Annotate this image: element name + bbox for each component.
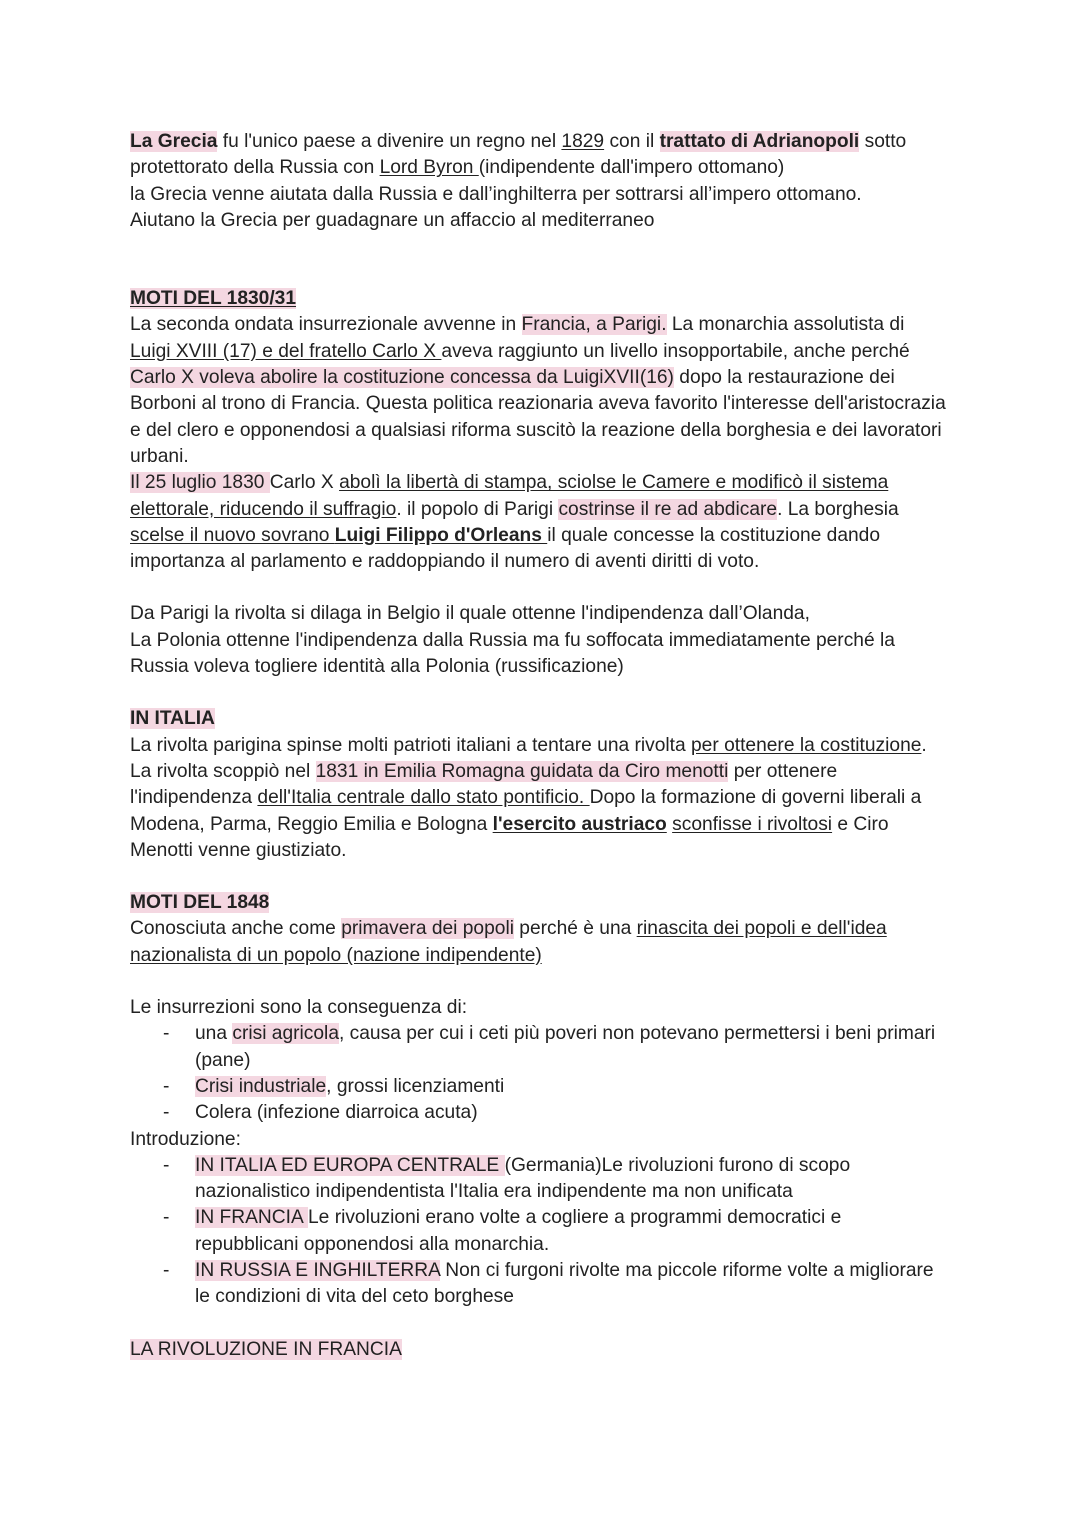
list-item [195, 1205, 950, 1258]
text-span: , causa per cui i ceti più poveri non potevano permettersi i beni primari (pane) [195, 1023, 936, 1071]
poland-line: La Polonia ottenne l'indipendenza dalla Russia ma fu soffocata immediatamente perché la Russia voleva togliere identità alla Polonia (russificazione) [130, 629, 895, 678]
heading-in-italia [130, 706, 950, 732]
text-span: , grossi licenziamenti [326, 1075, 505, 1097]
text-span: La monarchia assolutista di [666, 314, 905, 336]
introduction-label: Introduzione: [130, 1128, 241, 1150]
text-span: . il popolo di Parigi [396, 498, 559, 520]
text-span: con il [604, 131, 660, 152]
greece-paragraph [130, 129, 950, 182]
greece-line-3: Aiutano la Grecia per guadagnare un affaccio al mediterraneo [130, 209, 655, 231]
highlight-span: Francia, a Parigi. [521, 314, 667, 336]
highlight-span: IN FRANCIA [195, 1207, 309, 1229]
list-item [195, 1021, 950, 1074]
text-span: . La rivolta scoppiò nel [130, 734, 927, 782]
document-page [130, 129, 950, 1363]
text-span: fu l'unico paese a divenire un regno nel [217, 131, 562, 152]
text-span: La seconda ondata insurrezionale avvenne in [130, 314, 522, 336]
causes-intro: Le insurrezioni sono la conseguenza di: [130, 997, 468, 1019]
text-span: per ottenere l'indipendenza [130, 760, 838, 809]
highlight-span: Carlo X voleva abolire la costituzione concessa da LuigiXVII(16) [130, 367, 674, 389]
text-span: Carlo X [269, 472, 340, 494]
underline-span: rinascita dei popoli e dell'idea nazionalista di un popolo (nazione indipendente) [130, 918, 887, 966]
moti-1830-paragraph-2 [130, 470, 950, 575]
text-span: (Germania)Le rivoluzioni furono di scopo nazionalistico indipendentista l'Italia era indipendente ma non unificata [195, 1154, 851, 1203]
causes-list [130, 1021, 950, 1126]
highlight-span: Il 25 luglio 1830 [130, 472, 270, 494]
text-span: aveva raggiunto un livello insopportabile, anche perché [441, 340, 910, 362]
underline-span: scelse il nuovo sovrano [130, 524, 335, 546]
greece-line-2: la Grecia venne aiutata dalla Russia e dall’inghilterra per sottrarsi all’impero ottomano. [130, 183, 862, 205]
text-span: Conosciuta anche come [130, 918, 342, 940]
highlight-span: Crisi industriale [195, 1075, 327, 1097]
text-span: Dopo la formazione di governi liberali a Modena, Parma, Reggio Emilia e Bologna [130, 787, 922, 835]
greece-term: La Grecia [130, 131, 218, 152]
underline-span: sconfisse i rivoltosi [672, 813, 833, 835]
heading-text: MOTI DEL 1830/31 [130, 288, 297, 310]
belgium-line: Da Parigi la rivolta si dilaga in Belgio il quale ottenne l'indipendenza dall’Olanda, [130, 603, 810, 625]
heading-rivoluzione-francia [130, 1337, 950, 1363]
list-item: - Colera (infezione diarroica acuta) [195, 1100, 950, 1126]
underline-bold-span: l'esercito austriaco [492, 813, 667, 835]
introduction-list [130, 1153, 950, 1311]
text-span: Non ci furgoni rivolte ma piccole riforme volte a migliorare le condizioni di vita del ceto borghese [195, 1259, 934, 1308]
heading-text: LA RIVOLUZIONE IN FRANCIA [130, 1338, 402, 1360]
text-span: dopo la restaurazione dei Borboni al trono di Francia. Questa politica reazionaria aveva favorito l'interesse dell'aristocrazia e del clero e opponendosi a qualsiasi riforma suscitò la reazione della borghesia e dei lavoratori urbani. [130, 367, 946, 467]
text-span: La rivolta parigina spinse molti patrioti italiani a tentare una rivolta [130, 734, 692, 756]
moti-1848-paragraph [130, 916, 950, 969]
text-span: e Ciro Menotti venne giustiziato. [130, 813, 889, 861]
text-span: il quale concesse la costituzione dando importanza al parlamento e raddoppiando il numero di aventi diritti di voto. [130, 524, 881, 573]
text-span: (indipendente dall'impero ottomano) [478, 157, 785, 179]
heading-text: IN ITALIA [130, 708, 215, 730]
text-span: . La borghesia [777, 498, 899, 520]
list-item [195, 1074, 950, 1100]
highlight-span: costrinse il re ad abdicare [558, 498, 778, 520]
lord-byron: Lord Byron [379, 157, 479, 179]
list-item [195, 1153, 950, 1206]
underline-span: dell'Italia centrale dallo stato pontificio. [257, 787, 590, 809]
heading-text: MOTI DEL 1848 [130, 892, 270, 914]
treaty-term: trattato di Adrianopoli [659, 131, 860, 152]
text-span: una [195, 1023, 233, 1045]
italia-paragraph [130, 733, 950, 864]
list-item [195, 1258, 950, 1311]
highlight-span: crisi agricola [232, 1023, 339, 1045]
heading-moti-1848 [130, 890, 950, 916]
text-span: perché è una [513, 918, 637, 940]
underline-bold-span: Luigi Filippo d'Orleans [334, 524, 548, 546]
heading-moti-1830 [130, 286, 950, 312]
underline-span: abolì la libertà di stampa, sciolse le Camere e modificò il sistema elettorale, riducendo il suffragio [130, 472, 889, 520]
highlight-span: primavera dei popoli [341, 918, 514, 940]
text-span: sotto protettorato della Russia con [130, 131, 907, 179]
underline-span: Luigi XVIII (17) e del fratello Carlo X [130, 340, 442, 362]
highlight-span: IN RUSSIA E INGHILTERRA [195, 1259, 440, 1281]
text-span: Le rivoluzioni erano volte a cogliere a programmi democratici e repubblicani opponendosi alla monarchia. [195, 1207, 842, 1255]
highlight-span: IN ITALIA ED EUROPA CENTRALE [195, 1154, 505, 1176]
underline-span: per ottenere la costituzione [691, 734, 922, 756]
year-1829: 1829 [561, 131, 605, 152]
moti-1830-paragraph-1 [130, 312, 950, 470]
highlight-span: 1831 in Emilia Romagna guidata da Ciro menotti [315, 760, 729, 782]
